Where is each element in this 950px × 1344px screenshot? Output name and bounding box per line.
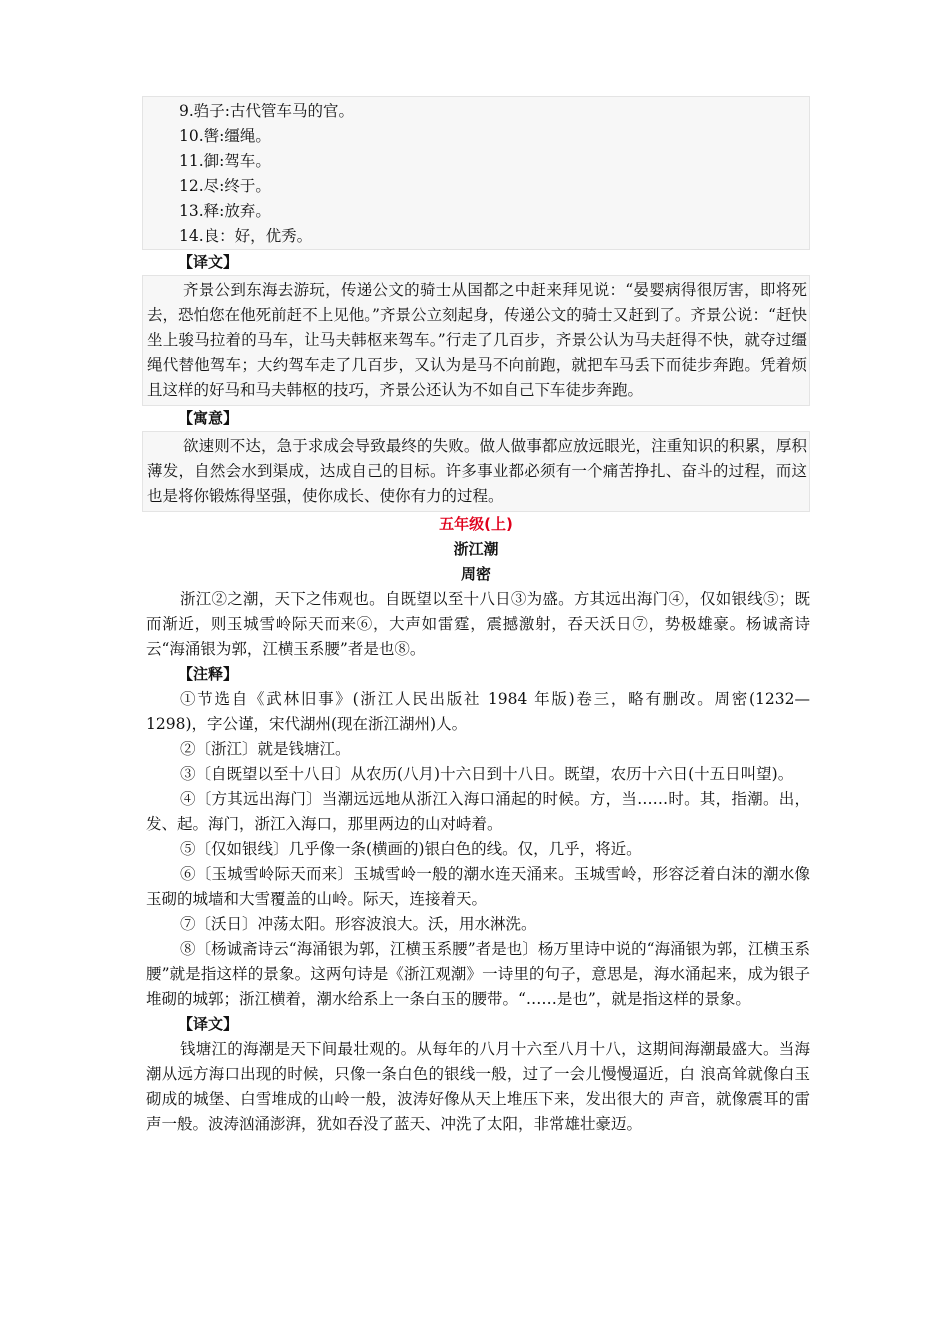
moral-box [142, 431, 810, 512]
lesson-title: 浙江潮 [453, 540, 499, 558]
translation2-heading: 【译文】 [178, 1015, 239, 1033]
moral-heading: 【寓意】 [178, 409, 239, 427]
annotation-item: ③〔自既望以至十八日〕从农历(八月)十六日到十八日。既望，农历十六日(十五日叫望)。 [180, 765, 794, 783]
main-text: 浙江②之潮，天下之伟观也。自既望以至十八日③为盛。方其远出海门④，仅如银线⑤；既而渐近，则玉城雪岭际天而来⑥，大声如雷霆，震撼激射，吞天沃日⑦，势极雄豪。杨诚斋诗云“海涌银为郭，江横玉系腰”者是也⑧。 [146, 590, 810, 658]
translation2-text: 钱塘江的海潮是天下间最壮观的。从每年的八月十六至八月十八，这期间海潮最盛大。当海潮从远方海口出现的时候，只像一条白色的银线一般，过了一会儿慢慢逼近，白 浪高耸就像白玉砌成的城堡、白雪堆成的山岭一般，波涛好像从天上堆压下来，发出很大的 声音，就像震耳的雷声一般。波涛汹涌澎湃，犹如吞没了蓝天、冲洗了太阳，非常雄壮豪迈。 [146, 1040, 810, 1133]
annotation-item: ⑥〔玉城雪岭际天而来〕玉城雪岭一般的潮水连天涌来。玉城雪岭，形容泛着白沫的潮水像玉砌的城墙和大雪覆盖的山岭。际天，连接着天。 [146, 865, 810, 908]
note-item: 11.御:驾车。 [179, 152, 271, 170]
grade-title: 五年级(上) [439, 515, 513, 533]
annotation-item: ⑧〔杨诚斋诗云“海涌银为郭，江横玉系腰”者是也〕杨万里诗中说的“海涌银为郭，江横玉系腰”就是指这样的景象。这两句诗是《浙江观潮》一诗里的句子，意思是，海水涌起来，成为银子堆砌的城郭；浙江横着，潮水给系上一条白玉的腰带。“……是也”，就是指这样的景象。 [146, 940, 810, 1008]
author-name: 周密 [460, 565, 491, 583]
translation-box [142, 275, 810, 406]
annotations-list [142, 687, 810, 1012]
annotation-item: ①节选自《武林旧事》(浙江人民出版社 1984 年版)卷三，略有删改。周密(1232—1298)，字公谨，宋代湖州(现在浙江湖州)人。 [146, 690, 810, 733]
annotation-item: ②〔浙江〕就是钱塘江。 [180, 740, 351, 758]
annotations-heading: 【注释】 [178, 665, 239, 683]
note-item: 12.尽:终于。 [179, 177, 271, 195]
note-item: 9.驺子:古代管车马的官。 [179, 102, 355, 120]
notes-box [142, 96, 810, 250]
moral-text: 欲速则不达，急于求成会导致最终的失败。做人做事都应放远眼光，注重知识的积累，厚积薄发，自然会水到渠成，达成自己的目标。许多事业都必须有一个痛苦挣扎、奋斗的过程，而这也是将你锻炼得坚强，使你成长、使你有力的过程。 [147, 437, 807, 505]
translation-text: 齐景公到东海去游玩，传递公文的骑士从国都之中赶来拜见说：“晏婴病得很厉害，即将死去，恐怕您在他死前赶不上见他。”齐景公立刻起身，传递公文的骑士又赶到了。齐景公说：“赶快坐上骏马拉着的马车，让马夫韩枢来驾车。”行走了几百步，齐景公认为马夫赶得不快，就夺过缰绳代替他驾车；大约驾车走了几百步，又认为是马不向前跑，就把车马丢下而徒步奔跑。凭着烦且这样的好马和马夫韩枢的技巧，齐景公还认为不如自己下车徒步奔跑。 [147, 281, 807, 399]
note-item: 10.辔:缰绳。 [179, 127, 271, 145]
document-page [142, 96, 810, 1137]
annotation-item: ④〔方其远出海门〕当潮远远地从浙江入海口涌起的时候。方，当……时。其，指潮。出，发、起。海门，浙江入海口，那里两边的山对峙着。 [146, 790, 810, 833]
note-item: 14.良：好，优秀。 [179, 227, 313, 245]
translation-heading: 【译文】 [178, 253, 239, 271]
note-item: 13.释:放弃。 [179, 202, 271, 220]
annotation-item: ⑤〔仅如银线〕几乎像一条(横画的)银白色的线。仅，几乎，将近。 [180, 840, 642, 858]
annotation-item: ⑦〔沃日〕冲荡太阳。形容波浪大。沃，用水淋洗。 [180, 915, 537, 933]
